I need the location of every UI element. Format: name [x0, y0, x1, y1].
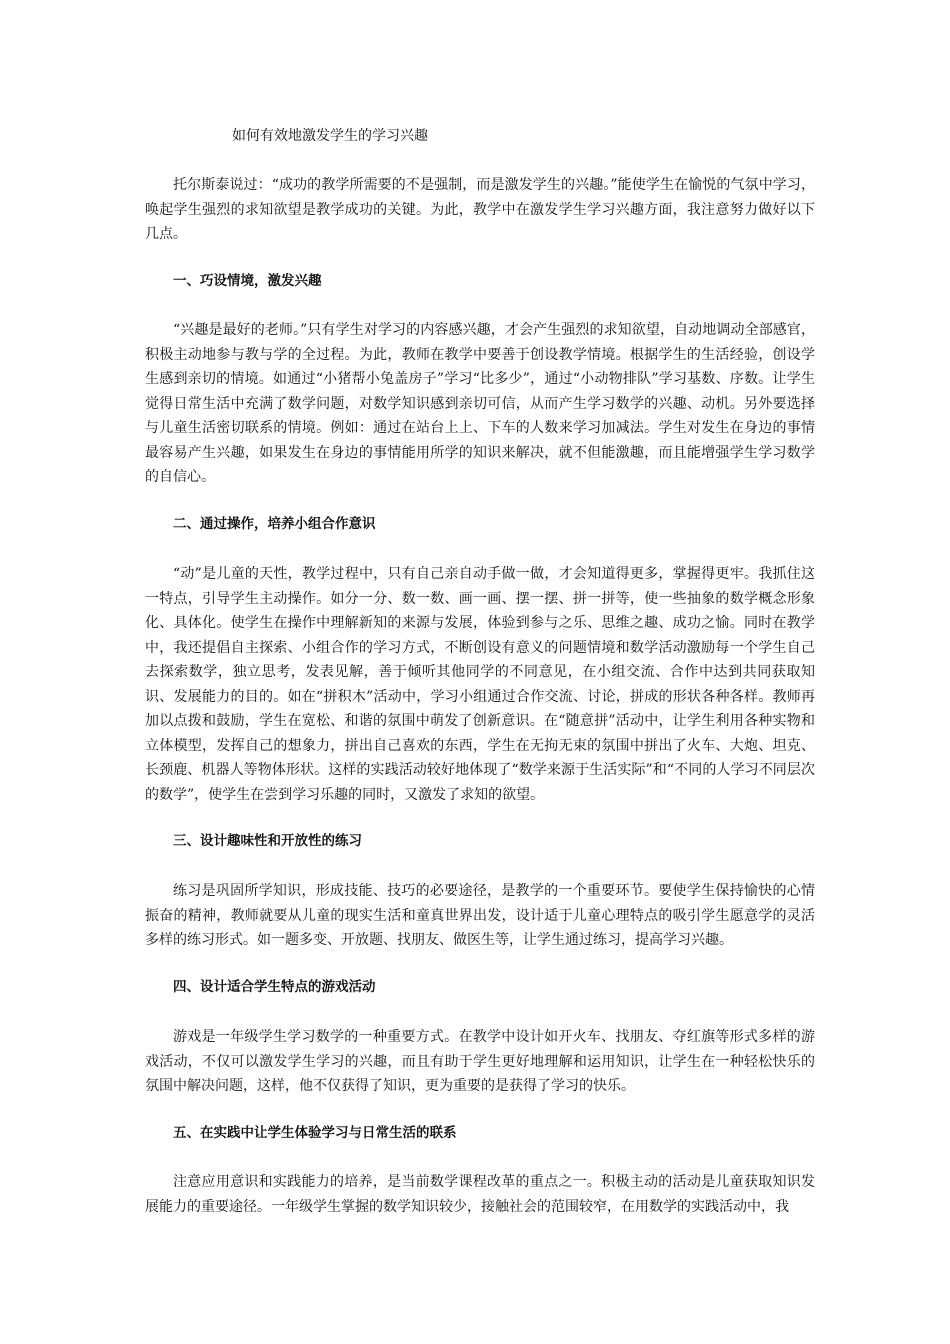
section-5-heading: 五、在实践中让学生体验学习与日常生活的联系: [173, 1125, 457, 1141]
section-4-heading: 四、设计适合学生特点的游戏活动: [173, 979, 376, 995]
section-2-body: “动”是儿童的天性，教学过程中，只有自己亲自动手做一做，才会知道得更多，掌握得更牢。我抓住这一特点，引导学生主动操作。如分一分、数一数、画一画、摆一摆、拼一拼等，使一些抽象的数学概念形象化、具体化。使学生在操作中理解新知的来源与发展，体验到参与之乐、思维之趣、成功之愉。同时在教学中，我还提倡自主探索、小组合作的学习方式，不断创设有意义的问题情境和数学活动激励每一个学生自己去探索数学，独立思考，发表见解，善于倾听其他同学的不同意见，在小组交流、合作中达到共同获取知识、发展能力的目的。如在“拼积木”活动中，学习小组通过合作交流、讨论，拼成的形状各种各样。教师再加以点拨和鼓励，学生在宽松、和谐的氛围中萌发了创新意识。在“随意拼”活动中，让学生利用各种实物和立体模型，发挥自己的想象力，拼出自己喜欢的东西，学生在无拘无束的氛围中拼出了火车、大炮、坦克、长颈鹿、机器人等物体形状。这样的实践活动较好地体现了“数学来源于生活实际”和“不同的人学习不同层次的数学”，使学生在尝到学习乐趣的同时，又激发了求知的欲望。: [145, 566, 815, 803]
section-1-body: “兴趣是最好的老师。”只有学生对学习的内容感兴趣，才会产生强烈的求知欲望，自动地调动全部感官，积极主动地参与教与学的全过程。为此，教师在教学中要善于创设教学情境。根据学生的生活经验，创设学生感到亲切的情境。如通过“小猪帮小兔盖房子”学习“比多少”，通过“小动物排队”学习基数、序数。让学生觉得日常生活中充满了数学问题，对数学知识感到亲切可信，从而产生学习数学的兴趣、动机。另外要选择与儿童生活密切联系的情境。例如：通过在站台上上、下车的人数来学习加减法。学生对发生在身边的事情最容易产生兴趣，如果发生在身边的事情能用所学的知识来解决，就不但能激趣，而且能增强学生学习数学的自信心。: [145, 322, 815, 485]
section-4-body: 游戏是一年级学生学习数学的一种重要方式。在教学中设计如开火车、找朋友、夺红旗等形式多样的游戏活动，不仅可以激发学生学习的兴趣，而且有助于学生更好地理解和运用知识，让学生在一种轻松快乐的氛围中解决问题，这样，他不仅获得了知识，更为重要的是获得了学习的快乐。: [145, 1029, 815, 1094]
section-5-body: 注意应用意识和实践能力的培养，是当前数学课程改革的重点之一。积极主动的活动是儿童获取知识发展能力的重要途径。一年级学生掌握的数学知识较少，接触社会的范围较窄，在用数学的实践活动中，我: [145, 1174, 815, 1215]
section-1-heading: 一、巧设情境，激发兴趣: [173, 273, 322, 289]
section-2-heading: 二、通过操作，培养小组合作意识: [173, 516, 376, 532]
section-3-heading: 三、设计趣味性和开放性的练习: [173, 833, 362, 849]
intro-paragraph: 托尔斯泰说过：“成功的教学所需要的不是强制，而是激发学生的兴趣。”能使学生在愉悦的气氛中学习，唤起学生强烈的求知欲望是教学成功的关键。为此，教学中在激发学生学习兴趣方面，我注意努力做好以下几点。: [145, 177, 815, 242]
document-title: 如何有效地激发学生的学习兴趣: [232, 128, 428, 144]
section-3-body: 练习是巩固所学知识，形成技能、技巧的必要途径，是教学的一个重要环节。要使学生保持愉快的心情振奋的精神，教师就要从儿童的现实生活和童真世界出发，设计适于儿童心理特点的吸引学生愿意学的灵活多样的练习形式。如一题多变、开放题、找朋友、做医生等，让学生通过练习，提高学习兴趣。: [145, 883, 815, 948]
